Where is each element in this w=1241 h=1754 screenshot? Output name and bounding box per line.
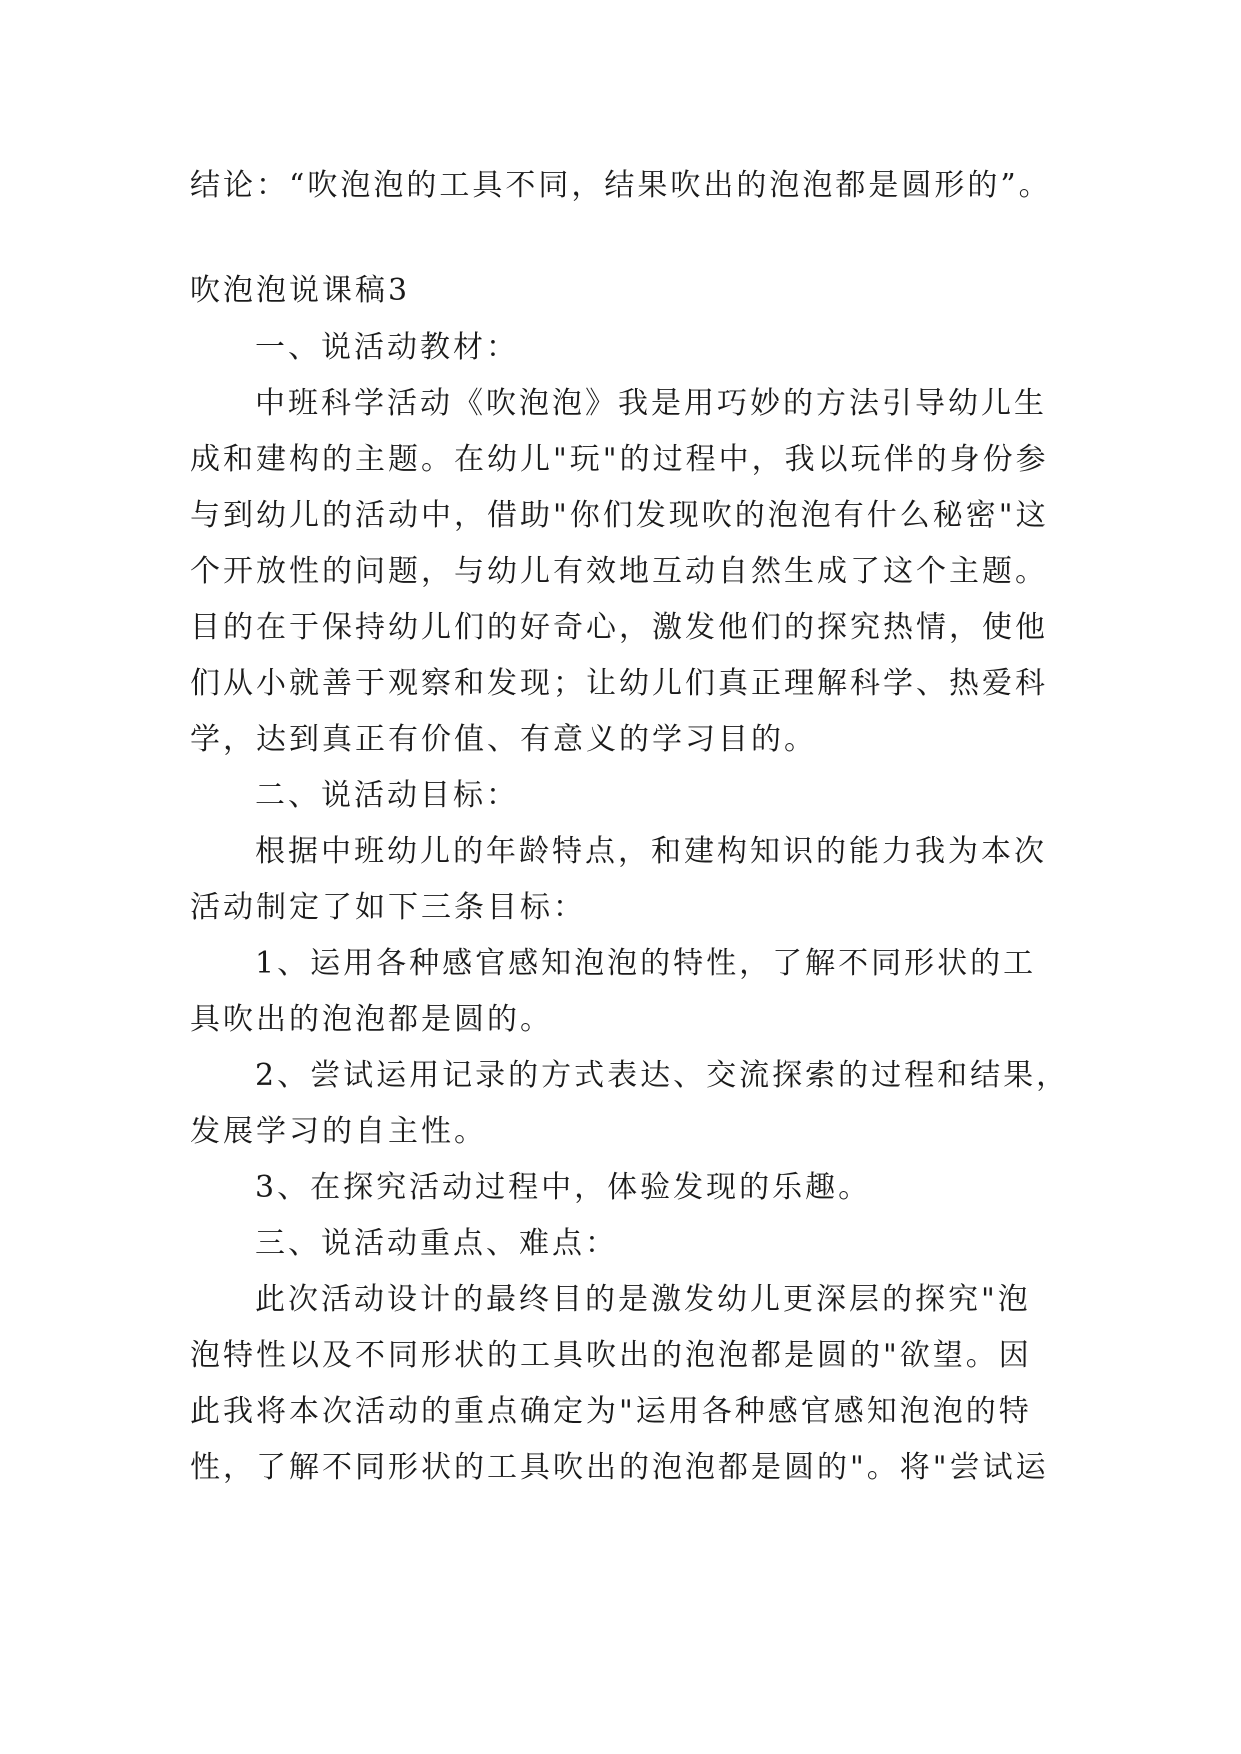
heading-materials: 一、说活动教材：: [255, 330, 519, 365]
paragraph-line: 活动制定了如下三条目标：: [190, 890, 586, 925]
paragraph-line: 此次活动设计的最终目的是激发幼儿更深层的探究"泡: [255, 1282, 1031, 1317]
paragraph-line: 中班科学活动《吹泡泡》我是用巧妙的方法引导幼儿生: [255, 386, 1047, 421]
paragraph-line: 成和建构的主题。在幼儿"玩"的过程中，我以玩伴的身份参: [190, 442, 1049, 477]
paragraph-line: 们从小就善于观察和发现；让幼儿们真正理解科学、热爱科: [190, 666, 1048, 701]
paragraph-line: 此我将本次活动的重点确定为"运用各种感官感知泡泡的特: [190, 1394, 1032, 1429]
conclusion-line: 结论：“吹泡泡的工具不同，结果吹出的泡泡都是圆形的”。: [190, 168, 1052, 203]
paragraph-line: 泡特性以及不同形状的工具吹出的泡泡都是圆的"欲望。因: [190, 1338, 1032, 1373]
paragraph-line: 根据中班幼儿的年龄特点，和建构知识的能力我为本次: [255, 834, 1047, 869]
paragraph-line: 个开放性的问题，与幼儿有效地互动自然生成了这个主题。: [190, 554, 1048, 589]
paragraph-line: 与到幼儿的活动中，借助"你们发现吹的泡泡有什么秘密"这: [190, 498, 1049, 533]
heading-key-points: 三、说活动重点、难点：: [255, 1226, 618, 1261]
goal-item-1: 1、运用各种感官感知泡泡的特性，了解不同形状的工: [255, 946, 1037, 981]
section-title: 吹泡泡说课稿3: [190, 273, 411, 308]
goal-item-2: 2、尝试运用记录的方式表达、交流探索的过程和结果，: [255, 1058, 1070, 1093]
heading-goals: 二、说活动目标：: [255, 778, 519, 813]
paragraph-line: 学，达到真正有价值、有意义的学习目的。: [190, 722, 817, 757]
goal-item-1-cont: 具吹出的泡泡都是圆的。: [190, 1002, 553, 1037]
goal-item-3: 3、在探究活动过程中，体验发现的乐趣。: [255, 1170, 872, 1205]
paragraph-line: 目的在于保持幼儿们的好奇心，激发他们的探究热情，使他: [190, 610, 1048, 645]
goal-item-2-cont: 发展学习的自主性。: [190, 1114, 487, 1149]
paragraph-line: 性，了解不同形状的工具吹出的泡泡都是圆的"。将"尝试运: [190, 1450, 1049, 1485]
